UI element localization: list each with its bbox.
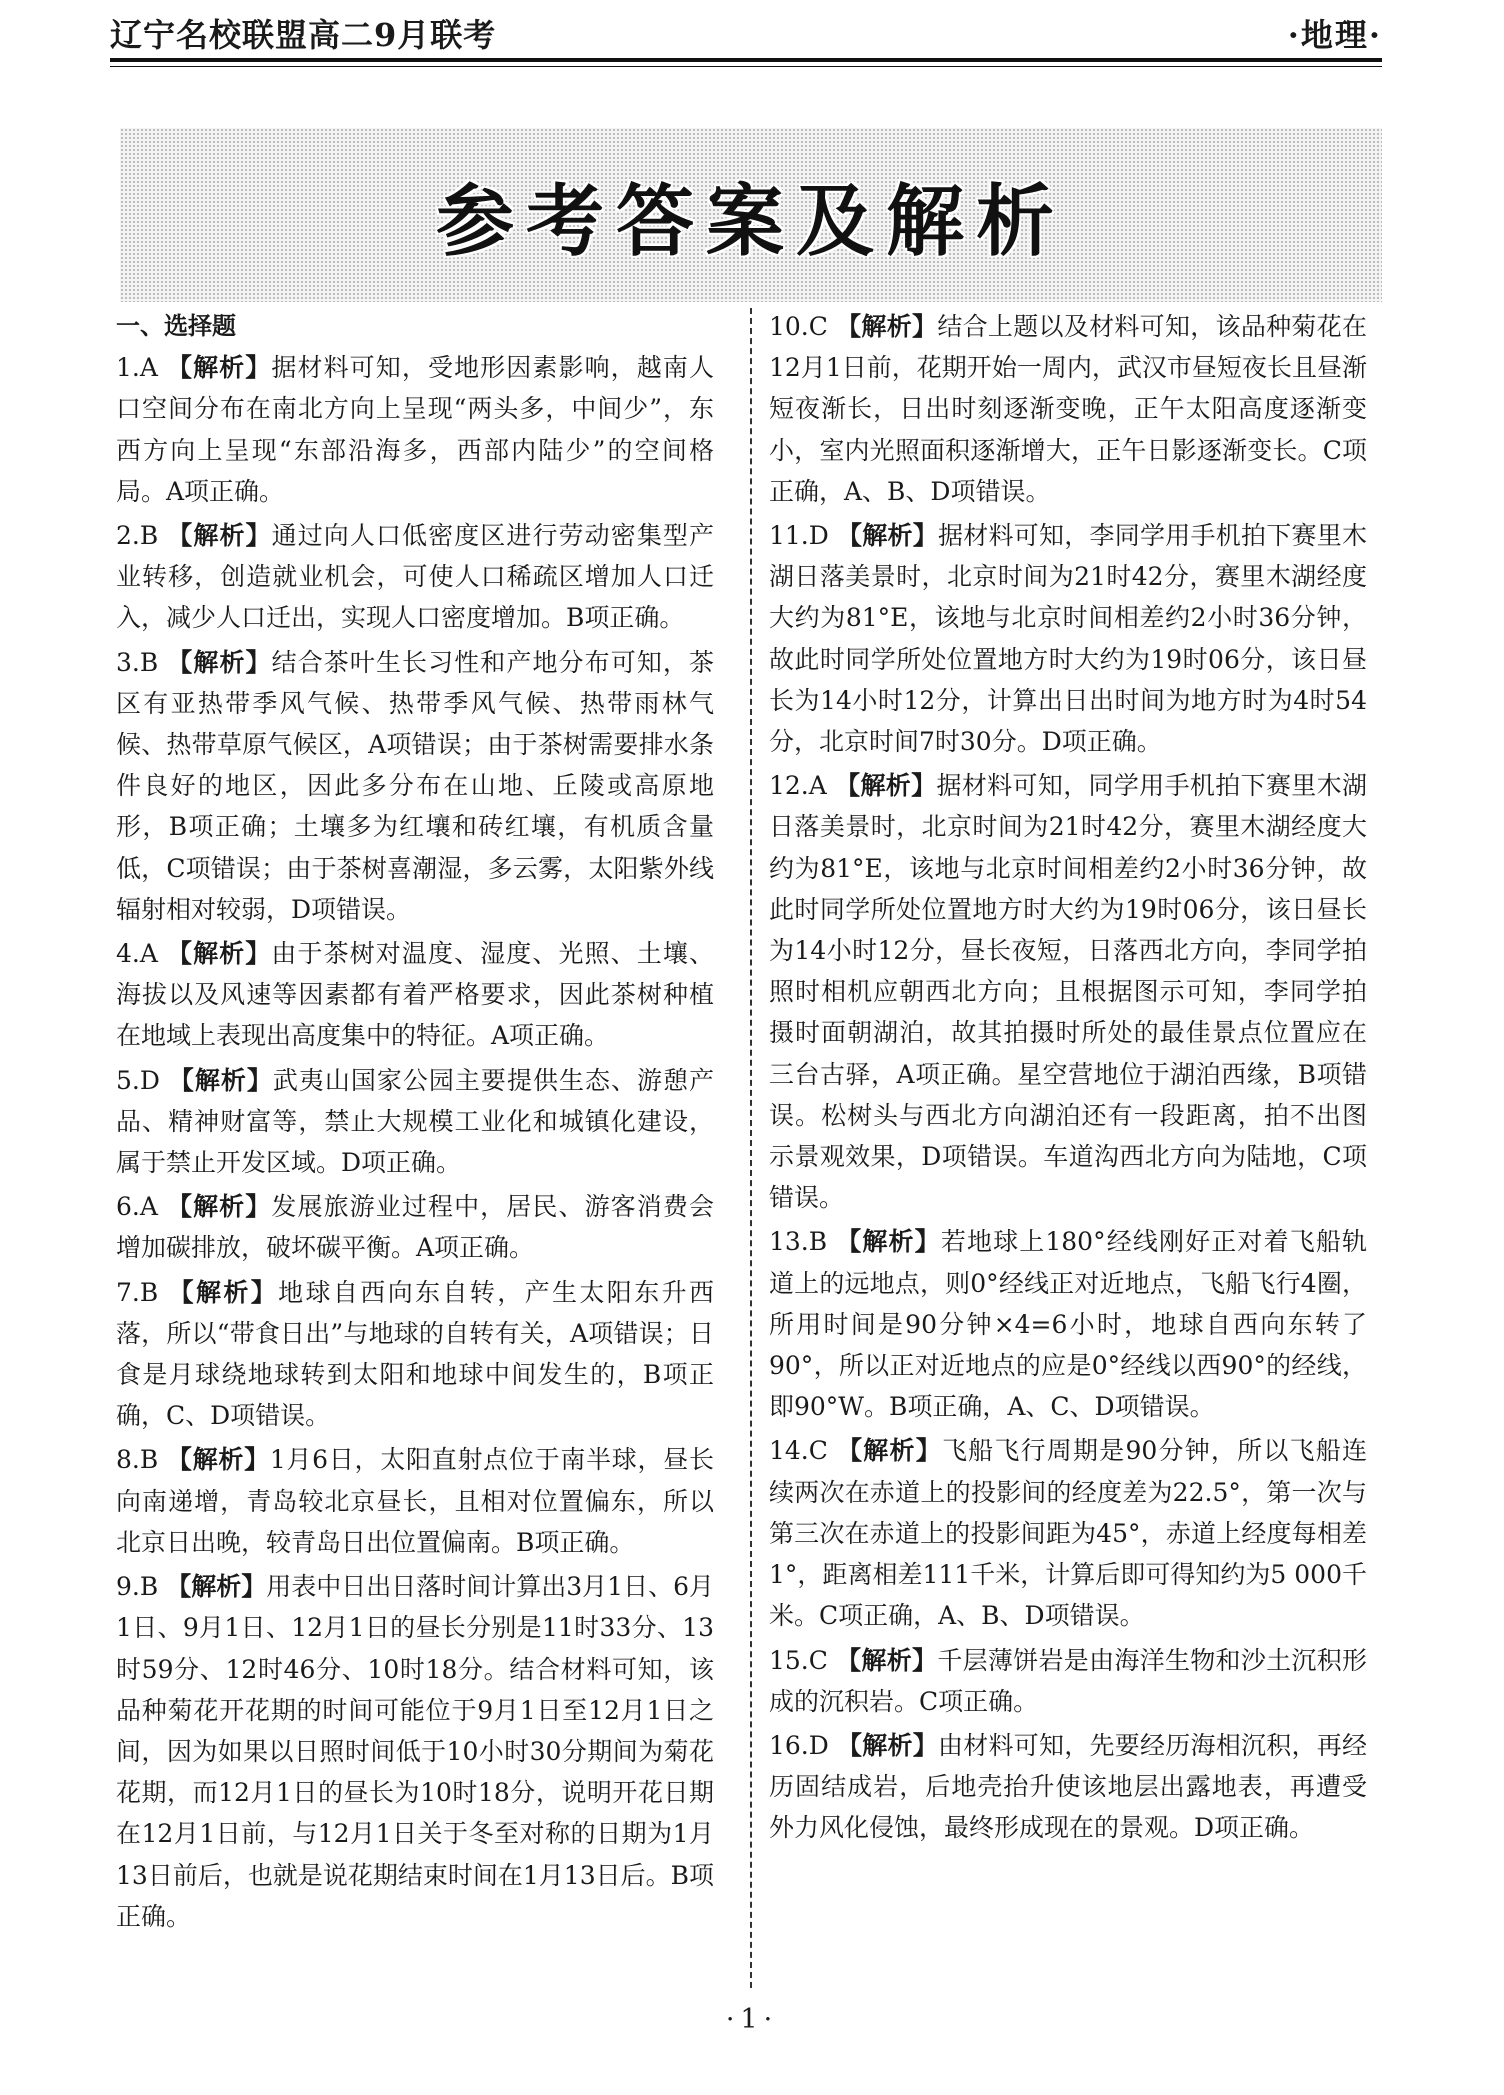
analysis-tag: 【解析】 [836,1227,941,1257]
answer-number: 16.D [769,1730,829,1760]
analysis-text: 飞船飞行周期是90分钟，所以飞船连续两次在赤道上的投影间的经度差为22.5°，第一次与第三次在赤道上的投影间距为45°，赤道上经度每相差1°，距离相差111千米，计算后即可得知约为5 000千米。C项正确，A、B、D项错误。 [769,1436,1367,1631]
answer-number: 2.B [116,521,159,551]
analysis-text: 通过向人口低密度区进行劳动密集型产业转移，创造就业机会，可使人口稀疏区增加人口迁入，减少人口迁出，实现人口密度增加。B项正确。 [116,521,714,633]
analysis-text: 据材料可知，同学用手机拍下赛里木湖日落美景时，北京时间为21时42分，赛里木湖经度大约为81°E，该地与北京时间相差约2小时36分钟，故此时同学所处位置地方时大约为19时06分，该日昼长为14小时12分，昼长夜短，日落西北方向，李同学拍照时相机应朝西北方向；且根据图示可知，李同学拍摄时面朝湖泊，故其拍摄时所处的最佳景点位置应在三台古驿，A项正确。星空营地位于湖泊西缘，B项错误。松树头与西北方向湖泊还有一段距离，拍不出图示景观效果，D项错误。车道沟西北方向为陆地，C项错误。 [769,771,1367,1213]
answer-number: 9.B [116,1572,159,1602]
answer-number: 14.C [769,1436,828,1466]
answer-number: 11.D [769,521,829,551]
answer-item [769,515,1367,762]
answer-item [769,306,1367,512]
analysis-text: 地球自西向东自转，产生太阳东升西落，所以“带食日出”与地球的自转有关，A项错误；日食是月球绕地球转到太阳和地球中间发生的，B项正确，C、D项错误。 [116,1277,714,1431]
answer-item [116,1566,714,1937]
analysis-tag: 【解析】 [837,521,939,551]
analysis-tag: 【解析】 [166,1572,267,1602]
subject-label: ·地理· [1287,16,1382,54]
analysis-tag: 【解析】 [168,1065,273,1095]
answer-item [769,1430,1367,1636]
analysis-text: 结合上题以及材料可知，该品种菊花在12月1日前，花期开始一周内，武汉市昼短夜长且昼渐短夜渐长，日出时刻逐渐变晚，正午太阳高度逐渐变小，室内光照面积逐渐增大，正午日影逐渐变长。C项正确，A、B、D项错误。 [769,312,1367,506]
answer-number: 1.A [116,353,158,383]
analysis-tag: 【解析】 [168,1277,279,1307]
answer-number: 4.A [116,939,158,969]
answer-number: 5.D [116,1065,160,1095]
analysis-text: 用表中日出日落时间计算出3月1日、6月1日、9月1日、12月1日的昼长分别是11时33分、13时59分、12时46分、10时18分。结合材料可知，该品种菊花开花期的时间可能位于9月1日至12月1日之间，因为如果以日照时间低于10小时30分期间为菊花花期，而12月1日的昼长为10时18分，说明开花日期在12月1日前，与12月1日关于冬至对称的日期为1月13日前后，也就是说花期结束时间在1月13日后。B项正确。 [116,1572,714,1931]
analysis-tag: 【解析】 [836,1645,938,1675]
analysis-tag: 【解析】 [835,771,937,801]
section-title: 一、选择题 [116,312,236,340]
header-rule-thick [110,58,1382,62]
analysis-text: 1月6日，太阳直射点位于南半球，昼长向南递增，青岛较北京昼长，且相对位置偏东，所以北京日出晚，较青岛日出位置偏南。B项正确。 [116,1445,714,1557]
analysis-tag: 【解析】 [167,647,272,677]
analysis-text: 据材料可知，李同学用手机拍下赛里木湖日落美景时，北京时间为21时42分，赛里木湖经度大约为81°E，该地与北京时间相差约2小时36分钟，故此时同学所处位置地方时大约为19时06分，该日昼长为14小时12分，计算出日出时间为地方时为4时54分，北京时间7时30分。D项正确。 [769,521,1367,757]
answer-number: 15.C [769,1645,828,1675]
exam-title: 辽宁名校联盟高二9月联考 [110,16,497,54]
analysis-text: 据材料可知，受地形因素影响，越南人口空间分布在南北方向上呈现“两头多，中间少”，东西方向上呈现“东部沿海多，西部内陆少”的空间格局。A项正确。 [116,353,714,506]
analysis-tag: 【解析】 [166,939,272,969]
document-title: 参考答案及解析 [435,177,1066,267]
title-banner [120,128,1382,302]
answer-item [116,515,714,639]
analysis-text: 由材料可知，先要经历海相沉积，再经历固结成岩，后地壳抬升使该地层出露地表，再遭受外力风化侵蚀，最终形成现在的景观。D项正确。 [769,1730,1367,1843]
left-column [116,306,714,1940]
answer-item [116,1439,714,1563]
analysis-text: 结合茶叶生长习性和产地分布可知，茶区有亚热带季风气候、热带季风气候、热带雨林气候、热带草原气候区，A项错误；由于茶树需要排水条件良好的地区，因此多分布在山地、丘陵或高原地形，B项正确；土壤多为红壤和砖红壤，有机质含量低，C项错误；由于茶树喜潮湿，多云雾，太阳紫外线辐射相对较弱，D项错误。 [116,647,714,924]
analysis-tag: 【解析】 [166,1445,270,1475]
answer-item [116,1272,714,1437]
analysis-tag: 【解析】 [166,353,272,383]
analysis-tag: 【解析】 [837,1730,939,1760]
analysis-tag: 【解析】 [167,521,272,551]
header-rule-thin [110,66,1382,67]
answer-number: 7.B [116,1277,159,1307]
answer-number: 10.C [769,312,828,341]
page-number: ·1· [725,2004,779,2035]
analysis-text: 由于茶树对温度、湿度、光照、土壤、海拔以及风速等因素都有着严格要求，因此茶树种植在地域上表现出高度集中的特征。A项正确。 [116,939,714,1051]
answer-number: 3.B [116,647,159,677]
analysis-tag: 【解析】 [837,1436,942,1466]
analysis-tag: 【解析】 [166,1192,272,1222]
analysis-tag: 【解析】 [836,312,938,341]
answer-item [769,1221,1367,1427]
page-header [110,10,1382,114]
analysis-text: 发展旅游业过程中，居民、游客消费会增加碳排放，破坏碳平衡。A项正确。 [116,1192,714,1263]
column-divider [750,308,752,1988]
answer-number: 6.A [116,1192,158,1222]
answer-number: 13.B [769,1227,828,1257]
answer-item [116,642,714,930]
analysis-text: 千层薄饼岩是由海洋生物和沙土沉积形成的沉积岩。C项正确。 [769,1645,1367,1716]
answer-item [769,1640,1367,1722]
analysis-text: 武夷山国家公园主要提供生态、游憩产品、精神财富等，禁止大规模工业化和城镇化建设，属于禁止开发区域。D项正确。 [116,1065,714,1178]
answer-item [116,347,714,512]
right-column [769,306,1367,1852]
analysis-text: 若地球上180°经线刚好正对着飞船轨道上的远地点，则0°经线正对近地点，飞船飞行4圈，所用时间是90分钟×4=6小时，地球自西向东转了90°，所以正对近地点的应是0°经线以西90°的经线，即90°W。B项正确，A、C、D项错误。 [769,1227,1367,1422]
answer-item [769,765,1367,1218]
answer-number: 8.B [116,1445,159,1475]
answer-item [769,1725,1367,1849]
answer-item [116,1186,714,1268]
answer-item [116,1060,714,1184]
answer-item [116,933,714,1057]
answer-number: 12.A [769,771,827,801]
